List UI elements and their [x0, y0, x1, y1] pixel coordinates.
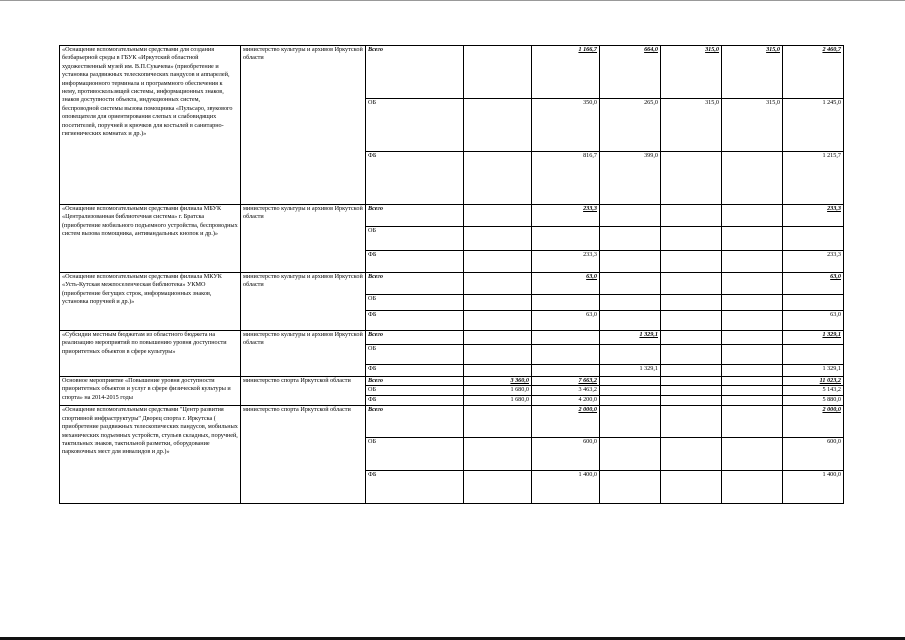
value-cell: [722, 311, 783, 331]
source-cell: ФБ: [366, 471, 464, 504]
value-cell: 233,3: [532, 205, 600, 227]
total-cell: 63,0: [783, 311, 844, 331]
value-cell: [722, 365, 783, 377]
value-cell: [661, 365, 722, 377]
total-cell: 2 000,0: [783, 406, 844, 438]
total-cell: [783, 295, 844, 311]
value-cell: [464, 365, 532, 377]
value-cell: [600, 311, 661, 331]
value-cell: [722, 205, 783, 227]
value-cell: [600, 345, 661, 365]
value-cell: [600, 295, 661, 311]
value-cell: [661, 396, 722, 406]
value-cell: [722, 227, 783, 251]
source-cell: ОБ: [366, 345, 464, 365]
source-cell: Всего: [366, 273, 464, 295]
value-cell: 7 663,2: [532, 377, 600, 386]
value-cell: [661, 471, 722, 504]
table-row: [60, 46, 844, 99]
value-cell: [464, 205, 532, 227]
value-cell: 233,3: [532, 251, 600, 273]
value-cell: [464, 345, 532, 365]
value-cell: [532, 365, 600, 377]
executor-cell: министерство культуры и архивов Иркутской области: [241, 46, 366, 205]
value-cell: [661, 295, 722, 311]
value-cell: [722, 273, 783, 295]
value-cell: [661, 345, 722, 365]
top-border-line: [0, 0, 905, 1]
value-cell: [600, 273, 661, 295]
total-cell: 63,0: [783, 273, 844, 295]
total-cell: 233,3: [783, 251, 844, 273]
total-cell: 5 143,2: [783, 386, 844, 396]
executor-cell: министерство спорта Иркутской области: [241, 406, 366, 504]
value-cell: [722, 396, 783, 406]
value-cell: [600, 471, 661, 504]
total-cell: 1 400,0: [783, 471, 844, 504]
value-cell: 4 200,0: [532, 396, 600, 406]
value-cell: [722, 438, 783, 471]
value-cell: [661, 205, 722, 227]
budget-table: [59, 45, 844, 504]
value-cell: 600,0: [532, 438, 600, 471]
value-cell: 315,0: [661, 46, 722, 99]
total-cell: 1 329,1: [783, 365, 844, 377]
value-cell: 664,0: [600, 46, 661, 99]
source-cell: Всего: [366, 377, 464, 386]
value-cell: [722, 251, 783, 273]
value-cell: [661, 377, 722, 386]
executor-cell: министерство культуры и архивов Иркутской области: [241, 273, 366, 331]
description-cell: «Оснащение вспомогательными средствами филиала МКУК «Усть-Кутская межпоселенческая библиотека» УКМО (приобретение бегущих строк, информационных знаков, установка поручней и др.)»: [60, 273, 241, 331]
value-cell: 1 166,7: [532, 46, 600, 99]
value-cell: [464, 227, 532, 251]
total-cell: 1 215,7: [783, 152, 844, 205]
value-cell: [464, 471, 532, 504]
executor-cell: министерство культуры и архивов Иркутской области: [241, 331, 366, 377]
source-cell: ОБ: [366, 99, 464, 152]
value-cell: [600, 386, 661, 396]
total-cell: [783, 227, 844, 251]
value-cell: 350,0: [532, 99, 600, 152]
table-row: [60, 406, 844, 438]
total-cell: 233,3: [783, 205, 844, 227]
value-cell: [464, 273, 532, 295]
source-cell: ОБ: [366, 438, 464, 471]
value-cell: [464, 152, 532, 205]
value-cell: 1 400,0: [532, 471, 600, 504]
value-cell: [600, 251, 661, 273]
value-cell: 1 680,0: [464, 386, 532, 396]
description-cell: Основное мероприятие «Повышение уровня доступности приоритетных объектов и услуг в сфере физической культуры и спорта» на 2014-2015 годы: [60, 377, 241, 406]
value-cell: [661, 152, 722, 205]
value-cell: [600, 406, 661, 438]
description-cell: «Оснащение вспомогательными средствами "Центр развития спортивной инфраструктуры" Дворец спорта г. Иркутска ( приобретение раздвижных телескопических пандусов, мобильных механических подъемных устройств, стульев складных, поручней, тактильных знаков, тактильной разметки, оборудование парковочных мест для инвалидов и др.)»: [60, 406, 241, 504]
value-cell: [661, 311, 722, 331]
value-cell: [661, 386, 722, 396]
value-cell: [464, 331, 532, 345]
value-cell: [464, 46, 532, 99]
value-cell: [464, 295, 532, 311]
value-cell: 63,0: [532, 273, 600, 295]
source-cell: ФБ: [366, 152, 464, 205]
value-cell: [532, 331, 600, 345]
value-cell: [600, 227, 661, 251]
value-cell: [464, 406, 532, 438]
value-cell: [722, 386, 783, 396]
total-cell: 1 329,1: [783, 331, 844, 345]
value-cell: 315,0: [661, 99, 722, 152]
value-cell: [464, 311, 532, 331]
value-cell: [532, 345, 600, 365]
total-cell: 11 023,2: [783, 377, 844, 386]
value-cell: [661, 273, 722, 295]
value-cell: [722, 406, 783, 438]
value-cell: 265,0: [600, 99, 661, 152]
source-cell: Всего: [366, 205, 464, 227]
value-cell: [464, 251, 532, 273]
value-cell: 1 680,0: [464, 396, 532, 406]
value-cell: 3 360,0: [464, 377, 532, 386]
value-cell: 1 329,1: [600, 331, 661, 345]
source-cell: ОБ: [366, 295, 464, 311]
value-cell: [661, 331, 722, 345]
value-cell: 399,0: [600, 152, 661, 205]
source-cell: ОБ: [366, 227, 464, 251]
value-cell: [464, 438, 532, 471]
total-cell: 2 460,7: [783, 46, 844, 99]
value-cell: [722, 471, 783, 504]
description-cell: «Оснащение вспомогательными средствами филиала МБУК «Централизованная библиотечная система» г. Братска (приобретение мобильного подъемного устройства, беспроводных систем вызова помощника, антивандальных кнопок и др.)»: [60, 205, 241, 273]
source-cell: Всего: [366, 406, 464, 438]
value-cell: [600, 396, 661, 406]
value-cell: 315,0: [722, 99, 783, 152]
source-cell: ОБ: [366, 386, 464, 396]
source-cell: ФБ: [366, 396, 464, 406]
source-cell: ФБ: [366, 365, 464, 377]
value-cell: [600, 377, 661, 386]
value-cell: 3 463,2: [532, 386, 600, 396]
value-cell: [661, 251, 722, 273]
table-row: [60, 331, 844, 345]
total-cell: 1 245,0: [783, 99, 844, 152]
total-cell: 5 880,0: [783, 396, 844, 406]
table-row: [60, 273, 844, 295]
value-cell: [722, 295, 783, 311]
description-cell: «Оснащение вспомогательными средствами для создания безбарьерной среды в ГБУК «Иркутский областной художественный музей им. В.П.Сукачева» (приобретение и установка раздвижных телескопических пандусов и аппарелей, информационного терминала и программного обеспечения к нему, противоскользящей системы, информационных знаков, знаков доступности объекта, индукционных систем, беспроводной системы вызова помощника «Пульсаро, звукового оповещателя для ориентирования слепых и слабовидящих посетителей, поручней и крючков для костылей в санитарно-гигиенических комнатах и др.)»: [60, 46, 241, 205]
value-cell: [661, 438, 722, 471]
value-cell: 63,0: [532, 311, 600, 331]
executor-cell: министерство спорта Иркутской области: [241, 377, 366, 406]
source-cell: Всего: [366, 46, 464, 99]
table-row: [60, 205, 844, 227]
table-row: [60, 377, 844, 386]
value-cell: 2 000,0: [532, 406, 600, 438]
total-cell: [783, 345, 844, 365]
value-cell: [661, 227, 722, 251]
value-cell: [722, 152, 783, 205]
value-cell: [661, 406, 722, 438]
value-cell: 1 329,1: [600, 365, 661, 377]
value-cell: 315,0: [722, 46, 783, 99]
value-cell: [722, 331, 783, 345]
value-cell: [722, 377, 783, 386]
value-cell: [532, 227, 600, 251]
source-cell: ФБ: [366, 311, 464, 331]
value-cell: [464, 99, 532, 152]
total-cell: 600,0: [783, 438, 844, 471]
value-cell: [532, 295, 600, 311]
value-cell: [600, 205, 661, 227]
executor-cell: министерство культуры и архивов Иркутской области: [241, 205, 366, 273]
description-cell: «Субсидии местным бюджетам из областного бюджета на реализацию мероприятий по повышению уровня доступности приоритетных объектов в сфере культуры»: [60, 331, 241, 377]
value-cell: 816,7: [532, 152, 600, 205]
value-cell: [600, 438, 661, 471]
source-cell: ФБ: [366, 251, 464, 273]
source-cell: Всего: [366, 331, 464, 345]
value-cell: [722, 345, 783, 365]
